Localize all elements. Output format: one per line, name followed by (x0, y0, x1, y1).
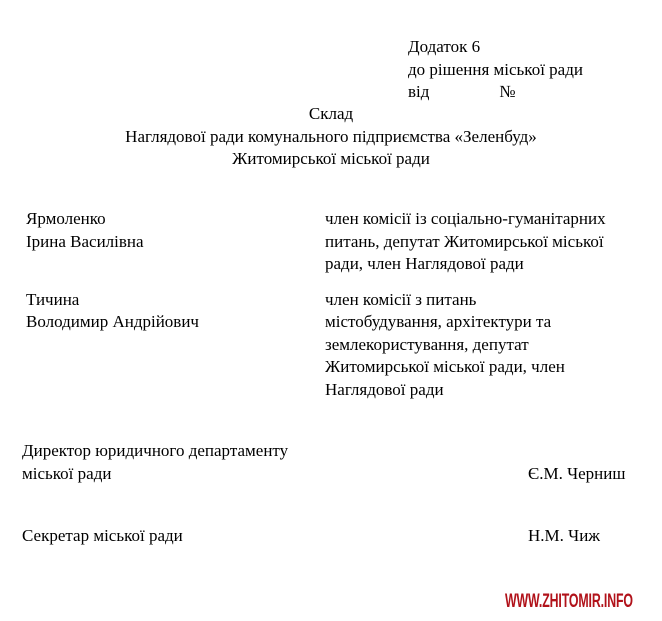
signature-title-line: Секретар міської ради (22, 526, 183, 545)
member-row (26, 289, 606, 402)
member-role-line: член комісії з питань (325, 289, 477, 309)
member-name (26, 289, 325, 402)
member-role-line: Наглядової ради (325, 379, 444, 399)
member-row (26, 208, 606, 276)
appendix-number: Додаток 6 (408, 37, 481, 56)
member-role (325, 208, 606, 276)
signature-title-line: Директор юридичного департаменту (22, 441, 289, 460)
member-role-line: член комісії із соціально-гуманітарних (325, 209, 606, 228)
title-line-1: Склад (308, 104, 354, 123)
member-given-names: Володимир Андрійович (26, 312, 199, 331)
member-role-line: Житомирської міської ради, член (325, 357, 565, 376)
member-role-line: землекористування, депутат (325, 334, 529, 354)
member-name (26, 208, 325, 276)
decision-reference: до рішення міської ради (408, 59, 583, 79)
signature-row (22, 440, 640, 485)
member-role-line: містобудування, архітектури та (325, 312, 552, 331)
number-sign: № (499, 82, 516, 101)
signature-row (22, 525, 640, 548)
title-line-2: Наглядової ради комунального підприємства «Зеленбуд» (125, 126, 537, 146)
document-title (0, 103, 662, 171)
date-number-line (408, 81, 583, 104)
title-line-3: Житомирської міської ради (232, 149, 430, 168)
members-list (26, 208, 606, 414)
member-role-line: питань, депутат Житомирської міської (325, 231, 604, 251)
zhitomir-info-watermark: WWW.ZHITOMIR.INFO (505, 591, 633, 612)
member-role (325, 289, 565, 402)
signature-title-line: міської ради (22, 463, 112, 483)
signature-name: Н.М. Чиж (528, 526, 601, 545)
date-label: від (408, 82, 430, 101)
signature-name: Є.М. Черниш (528, 463, 626, 483)
member-given-names: Ірина Василівна (26, 231, 144, 251)
appendix-header (408, 36, 583, 104)
member-role-line: ради, член Наглядової ради (325, 254, 524, 273)
member-surname: Тичина (26, 289, 80, 309)
member-surname: Ярмоленко (26, 209, 106, 228)
signatures-block (22, 440, 640, 548)
